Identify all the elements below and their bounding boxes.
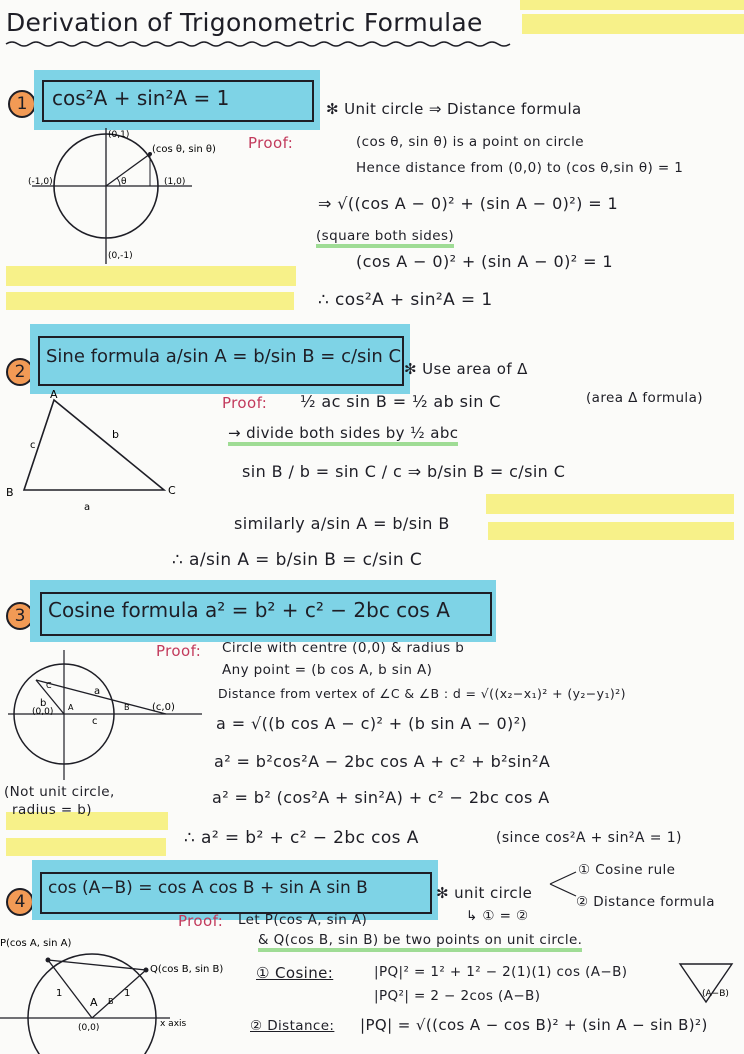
note-text: unit circle [454,884,533,902]
proof-line: (cos A − 0)² + (sin A − 0)² = 1 [356,252,613,271]
proof-line: |PQ| = √((cos A − cos B)² + (sin A − sin B)²) [360,1016,708,1034]
section-header: cos²A + sin²A = 1 [52,86,230,110]
side-b: b [40,698,47,709]
label-left: (-1,0) [28,177,53,187]
side-c: c [92,716,98,727]
proof-line: similarly a/sin A = b/sin B [234,514,450,533]
highlight-strip [488,522,734,540]
vertex-C: C [168,484,176,497]
section-header: Sine formula a/sin A = b/sin B = c/sin C [46,346,402,367]
label-tri: (A−B) [702,989,729,999]
proof-line: (cos θ, sin θ) is a point on circle [356,134,584,150]
angle-A: A [68,703,74,712]
unit-circle-diagram [22,124,252,274]
proof-line: a² = b²cos²A − 2bc cos A + c² + b²sin²A [214,752,551,771]
label-bottom: (0,-1) [108,251,133,261]
unit-circle-AB-diagram [0,934,240,1054]
angle-B: B [124,703,130,712]
note-text: Use area of Δ [422,360,528,378]
proof-line: (square both sides) [316,228,454,248]
vertex-A: A [50,388,58,401]
branch-distance-formula: ② Distance formula [576,894,715,910]
proof-line: (area Δ formula) [586,390,703,406]
section-number: 1 [8,90,36,118]
angle-A: A [90,996,98,1009]
proof-line: a = √((b cos A − c)² + (b sin A − 0)²) [216,714,528,733]
section-number: 4 [6,888,34,916]
proof-line: Hence distance from (0,0) to (cos θ,sin θ) = 1 [356,160,684,176]
note-text: Unit circle ⇒ Distance formula [344,100,582,118]
title-underline [4,40,514,48]
highlight-strip [6,292,294,310]
proof-line: |PQ|² = 1² + 1² − 2(1)(1) cos (A−B) [374,964,628,980]
highlight-strip [520,0,744,10]
proof-line: & Q(cos B, sin B) be two points on unit circle. [258,932,582,952]
proof-line: ½ ac sin B = ½ ab sin C [300,392,501,411]
branch-cosine-rule: ① Cosine rule [578,862,676,878]
section-header: cos (A−B) = cos A cos B + sin A sin B [48,878,368,898]
cosine-circle-diagram [6,644,206,784]
proof-line: → divide both sides by ½ abc [228,424,458,446]
proof-line: sin B / b = sin C / c ⇒ b/sin B = c/sin C [242,462,566,481]
proof-line: |PQ²| = 2 − 2cos (A−B) [374,988,541,1004]
proof-line: ⇒ √((cos A − 0)² + (sin A − 0)²) = 1 [318,194,619,213]
proof-line: ∴ cos²A + sin²A = 1 [318,290,493,310]
side-a: a [94,686,101,697]
label-one: 1 [56,988,63,999]
section-note: ✻ Unit circle ⇒ Distance formula [326,100,582,118]
label-P: P(cos A, sin A) [0,938,72,949]
label-origin: (0,0) [78,1023,100,1033]
proof-line: a² = b² (cos²A + sin²A) + c² − 2bc cos A [212,788,550,807]
branch-arrows [548,866,580,902]
proof-line [250,1018,334,1034]
section-number: 3 [6,602,34,630]
section-number: 2 [6,358,34,386]
triangle-sketch [676,958,742,1006]
proof-label: Proof: [248,134,294,152]
proof-line: ∴ a/sin A = b/sin B = c/sin C [172,550,423,570]
section-note: ✻ unit circle [436,884,533,902]
proof-line [256,964,333,982]
proof-label: Proof: [222,394,268,412]
proof-line: ∴ a² = b² + c² − 2bc cos A [184,828,419,848]
distance-label: ② Distance: [250,1018,335,1034]
side-note: radius = b) [12,802,92,818]
proof-label: Proof: [156,642,202,660]
label-point: (c,0) [152,702,175,713]
triangle-diagram [4,388,194,514]
proof-line: Distance from vertex of ∠C & ∠B : d = √((x₂−x₁)² + (y₂−y₁)²) [218,686,626,701]
proof-line: (since cos²A + sin²A = 1) [496,830,682,846]
side-b: b [112,428,119,441]
highlight-strip [6,838,166,856]
side-note: (Not unit circle, [4,784,115,800]
highlight-strip [522,14,744,34]
proof-line: Circle with centre (0,0) & radius b [222,640,465,656]
label-axis: x axis [160,1019,187,1029]
angle-C: C [46,681,52,690]
side-a: a [84,502,91,513]
proof-line: Any point = (b cos A, b sin A) [222,662,433,678]
highlight-strip [486,494,734,514]
page-title: Derivation of Trigonometric Formulae [6,8,483,37]
label-Q: Q(cos B, sin B) [150,964,224,975]
proof-line: Let P(cos A, sin A) [238,912,368,928]
equivalence: ↳ ① = ② [466,908,529,924]
cosine-label: ① Cosine: [256,964,334,982]
label-origin: (0,0) [32,707,54,717]
label-angle: θ [121,177,127,187]
section-header: Cosine formula a² = b² + c² − 2bc cos A [48,598,450,622]
label-point: (cos θ, sin θ) [152,144,216,155]
label-right: (1,0) [164,177,186,187]
section-note: ✻ Use area of Δ [404,360,528,378]
label-one: 1 [124,988,131,999]
proof-label: Proof: [178,912,224,930]
side-c: c [30,440,36,451]
label-top: (0,1) [108,130,130,140]
angle-B: B [108,997,114,1006]
vertex-B: B [6,486,14,499]
